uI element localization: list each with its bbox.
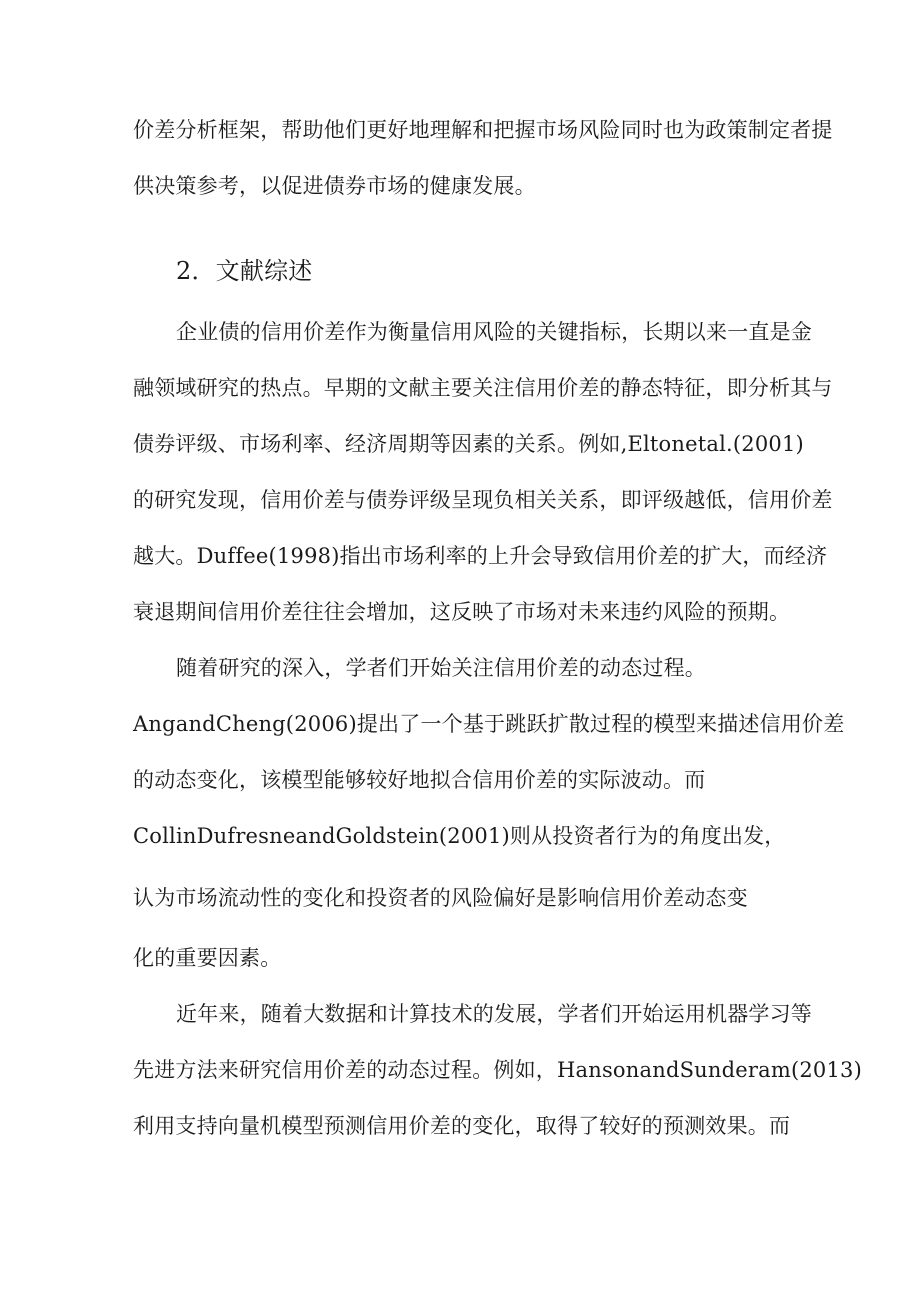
paragraph-line: CollinDufresneandGoldstein(2001)则从投资者行为的角度出发， [133, 824, 786, 848]
paragraph-line: 的研究发现，信用价差与债券评级呈现负相关关系，即评级越低，信用价差 [133, 488, 833, 512]
paragraph-line: 先进方法来研究信用价差的动态过程。例如，HansonandSunderam(2013) [133, 1058, 862, 1082]
paragraph-line: 近年来，随着大数据和计算技术的发展，学者们开始运用机器学习等 [176, 1002, 812, 1026]
paragraph-line: 认为市场流动性的变化和投资者的风险偏好是影响信用价差动态变 [133, 886, 748, 910]
paragraph-line: 化的重要因素。 [133, 946, 282, 970]
paragraph-line: 的动态变化，该模型能够较好地拟合信用价差的实际波动。而 [133, 768, 706, 792]
paragraph-line: 供决策参考，以促进债券市场的健康发展。 [133, 174, 536, 198]
paragraph-line: 价差分析框架，帮助他们更好地理解和把握市场风险同时也为政策制定者提 [133, 118, 833, 142]
section-heading: 2．文献综述 [176, 257, 313, 285]
paragraph-line: 随着研究的深入，学者们开始关注信用价差的动态过程。 [176, 656, 706, 680]
paragraph-line: 利用支持向量机模型预测信用价差的变化，取得了较好的预测效果。而 [133, 1114, 791, 1138]
paragraph-line: 越大。Duffee(1998)指出市场利率的上升会导致信用价差的扩大，而经济 [133, 544, 828, 568]
paragraph-line: 融领域研究的热点。早期的文献主要关注信用价差的静态特征，即分析其与 [133, 376, 833, 400]
paragraph-line: 债券评级、市场利率、经济周期等因素的关系。例如,Eltonetal.(2001) [133, 432, 804, 456]
paragraph-line: 衰退期间信用价差往往会增加，这反映了市场对未来违约风险的预期。 [133, 600, 791, 624]
paragraph-line: AngandCheng(2006)提出了一个基于跳跃扩散过程的模型来描述信用价差 [133, 712, 845, 736]
paragraph-line: 企业债的信用价差作为衡量信用风险的关键指标，长期以来一直是金 [176, 320, 812, 344]
